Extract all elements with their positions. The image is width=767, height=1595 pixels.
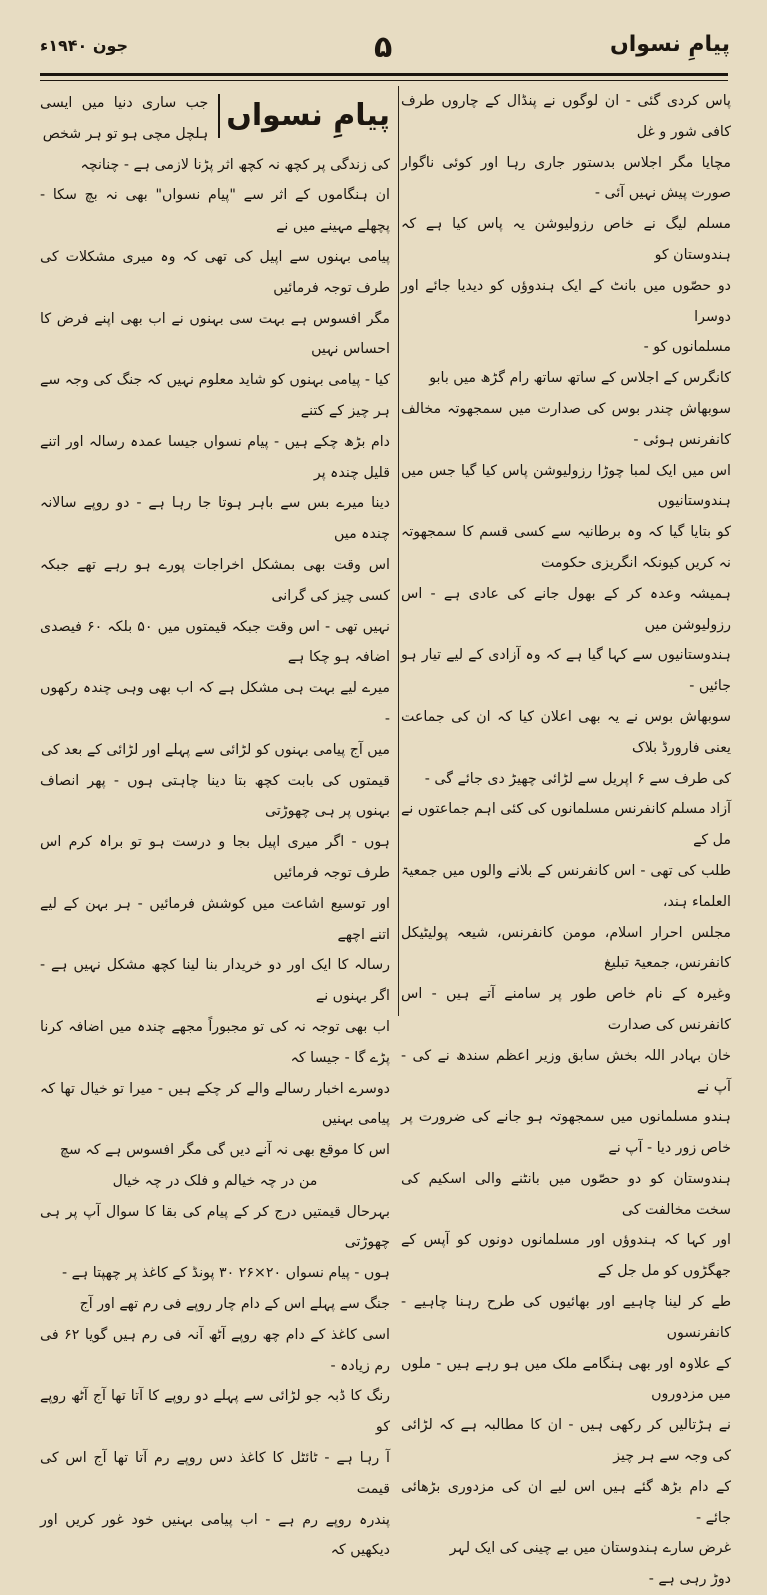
- text-line: سوبھاش بوس نے یہ بھی اعلان کیا کہ ان کی جماعت یعنی فارورڈ بلاک: [401, 708, 731, 756]
- text-line: دوڑ رہی ہے -: [648, 1571, 731, 1588]
- text-line: دام بڑھ چکے ہیں - پیام نسواں جیسا عمدہ رسالہ اور اتنے قلیل چندہ پر: [40, 433, 390, 481]
- text-line: مجلس احرار اسلام، مومن کانفرنس، شیعہ پولیٹیکل کانفرنس، جمعیۃ تبلیغ: [401, 924, 731, 972]
- text-line: نے ہڑتالیں کر رکھی ہیں - ان کا مطالبہ ہے کہ لڑائی کی وجہ سے ہر چیز: [401, 1417, 731, 1465]
- text-line: خان بہادر اللہ بخش سابق وزیر اعظم سندھ نے کی - آپ نے: [401, 1047, 731, 1095]
- text-line: اب بھی توجہ نہ کی تو مجبوراً مجھے چندہ میں اضافہ کرنا پڑے گا - جیسا کہ: [40, 1018, 390, 1066]
- text-line: وغیرہ کے نام خاص طور پر سامنے آتے ہیں - اس کانفرنس کی صدارت: [401, 986, 731, 1033]
- text-line: میرے لیے بہت ہی مشکل ہے کہ اب بھی وہی چندہ رکھوں -: [40, 680, 390, 727]
- text-line: دوسرے اخبار رسالے والے کر چکے ہیں - میرا تو خیال تھا کہ پیامی بہنیں: [40, 1080, 390, 1128]
- text-line: کی زندگی پر کچھ نہ کچھ اثر پڑنا لازمی ہے - چنانچہ: [80, 156, 390, 173]
- text-line: کو بتایا گیا کہ وہ برطانیہ سے کسی قسم کا سمجھوتہ نہ کریں کیونکہ انگریزی حکومت: [401, 524, 731, 571]
- text-line: مسلم لیگ نے خاص رزولیوشن یہ پاس کیا ہے کہ ہندوستان کو: [401, 216, 731, 263]
- persian-verse: من در چہ خیالم و فلک در چہ خیال: [112, 1172, 318, 1189]
- text-line: اس وقت بھی بمشکل اخراجات پورے ہو رہے تھے جبکہ کسی چیز کی گرانی: [40, 556, 390, 604]
- text-line: اور توسیع اشاعت میں کوشش فرمائیں - ہر بہن کے لیے اتنے اچھے: [40, 895, 390, 943]
- text-line: کے علاوہ اور بھی ہنگامے ملک میں ہو رہے ہیں - ملوں میں مزدوروں: [401, 1355, 731, 1403]
- text-line: آ رہا ہے - ٹائٹل کا کاغذ دس روپے رم آتا تھا آج اس کی قیمت: [40, 1450, 390, 1497]
- masthead-title: پیامِ نسواں: [218, 94, 390, 138]
- text-line: ہندوستان کو دو حصّوں میں بانٹنے والی اسکیم کی سخت مخالفت کی: [401, 1170, 731, 1218]
- text-line: کانگرس کے اجلاس کے ساتھ ساتھ رام گڑھ میں بابو: [429, 370, 731, 387]
- right-column: [401, 86, 731, 1595]
- text-line: مسلمانوں کو -: [643, 339, 731, 356]
- text-line: پیامی بہنوں سے اپیل کی تھی کہ وہ میری مشکلات کی طرف توجہ فرمائیں: [40, 248, 390, 296]
- text-line: ہندوستانیوں سے کہا گیا ہے کہ وہ آزادی کے لیے تیار ہو جائیں -: [401, 647, 731, 695]
- text-line: کے دام بڑھ گئے ہیں اس لیے ان کی مزدوری بڑھائی جائے -: [401, 1478, 731, 1526]
- text-line: کیا - پیامی بہنوں کو شاید معلوم نہیں کہ جنگ کی وجہ سے ہر چیز کے کتنے: [40, 372, 390, 419]
- text-line: اور کہا کہ ہندوؤں اور مسلمانوں دونوں کو آپس کے جھگڑوں کو مل جل کے: [401, 1232, 731, 1280]
- magazine-title: پیامِ نسواں: [609, 32, 730, 57]
- text-line: مچایا مگر اجلاس بدستور جاری رہا اور کوئی ناگوار صورت پیش نہیں آئی -: [401, 154, 731, 202]
- text-line: میں آج پیامی بہنوں کو لڑائی سے پہلے اور لڑائی کے بعد کی: [41, 741, 390, 758]
- text-line: قیمتوں کی بابت کچھ بتا دینا چاہتی ہوں - پھر انصاف بہنوں پر ہی چھوڑتی: [40, 772, 390, 820]
- left-column: [40, 88, 390, 1566]
- text-line: مگر افسوس ہے بہت سی بہنوں نے اب بھی اپنے فرض کا احساس نہیں: [40, 310, 390, 358]
- text-line: غرض سارے ہندوستان میں بے چینی کی ایک لہر: [449, 1540, 731, 1557]
- text-line: ہمیشہ وعدہ کر کے بھول جانے کی عادی ہے - اس رزولیوشن میں: [401, 585, 731, 633]
- text-line: پندرہ روپے رم ہے - اب پیامی بہنیں خود غور کریں اور دیکھیں کہ: [40, 1511, 390, 1559]
- text-line: پاس کردی گئی - ان لوگوں نے پنڈال کے چاروں طرف کافی شور و غل: [401, 93, 731, 140]
- text-line: آزاد مسلم کانفرنس مسلمانوں کی کئی اہم جماعتوں نے مل کے: [401, 801, 731, 849]
- text-line: ہندو مسلمانوں میں سمجھوتہ ہو جانے کی ضرورت پر خاص زور دیا - آپ نے: [401, 1109, 731, 1157]
- text-line: جنگ سے پہلے اس کے دام چار روپے فی رم تھے اور آج: [79, 1296, 390, 1313]
- text-line: دو حصّوں میں بانٹ کے ایک ہندوؤں کو دیدیا جائے اور دوسرا: [401, 277, 731, 325]
- issue-date: جون ۱۹۴۰ء: [40, 36, 129, 55]
- text-line: رنگ کا ڈبہ جو لڑائی سے پہلے دو روپے کا آتا تھا آج آٹھ روپے کو: [40, 1388, 390, 1436]
- page-header: [40, 30, 730, 74]
- text-line: ہوں - اگر میری اپیل بجا و درست ہو تو براہ کرم اس طرف توجہ فرمائیں: [40, 834, 390, 881]
- text-line: دینا میرے بس سے باہر ہوتا جا رہا ہے - دو روپے سالانہ چندہ میں: [40, 495, 390, 543]
- text-line: بہرحال قیمتیں درج کر کے پیام کی بقا کا سوال آپ پر ہی چھوڑتی: [40, 1203, 390, 1251]
- text-line: طے کر لینا چاہیے اور بھائیوں کی طرح رہنا چاہیے - کانفرنسوں: [401, 1294, 731, 1341]
- text-line: اس میں ایک لمبا چوڑا رزولیوشن پاس کیا گیا جس میں ہندوستانیوں: [401, 462, 731, 510]
- header-rule-thick: [40, 73, 728, 76]
- text-line: جب ساری دنیا میں ایسی ہلچل مچی ہو تو ہر شخص: [40, 95, 209, 142]
- text-line: اسی کاغذ کے دام چھ روپے آٹھ آنہ فی رم ہیں گویا ۶۲ فی رم زیادہ -: [40, 1326, 390, 1374]
- text-line: اس کا موقع بھی نہ آنے دیں گی مگر افسوس ہے کہ سچ: [59, 1142, 390, 1159]
- header-rule-thin: [40, 80, 728, 81]
- text-line: نہیں تھی - اس وقت جبکہ قیمتوں میں ۵۰ بلکہ ۶۰ فیصدی اضافہ ہو چکا ہے: [40, 618, 390, 666]
- column-divider: [398, 86, 399, 1016]
- text-line: کی طرف سے ۶ اپریل سے لڑائی چھیڑ دی جائے گی -: [424, 770, 731, 787]
- text-line: ان ہنگاموں کے اثر سے "پیام نسواں" بھی نہ بچ سکا - پچھلے مہینے میں نے: [40, 187, 390, 235]
- text-line: طلب کی تھی - اس کانفرنس کے بلانے والوں میں جمعیۃ العلماء ہند،: [401, 862, 731, 910]
- page-number: ۵: [374, 30, 393, 65]
- text-line: رسالہ کا ایک اور دو خریدار بنا لینا کچھ مشکل نہیں ہے - اگر بہنوں نے: [40, 957, 390, 1005]
- text-line: سوبھاش چندر بوس کی صدارت میں سمجھوتہ مخالف کانفرنس ہوئی -: [401, 400, 731, 448]
- text-line: ہوں - پیام نسواں ۲۰×۲۶ ۳۰ پونڈ کے کاغذ پر چھپتا ہے -: [62, 1265, 390, 1282]
